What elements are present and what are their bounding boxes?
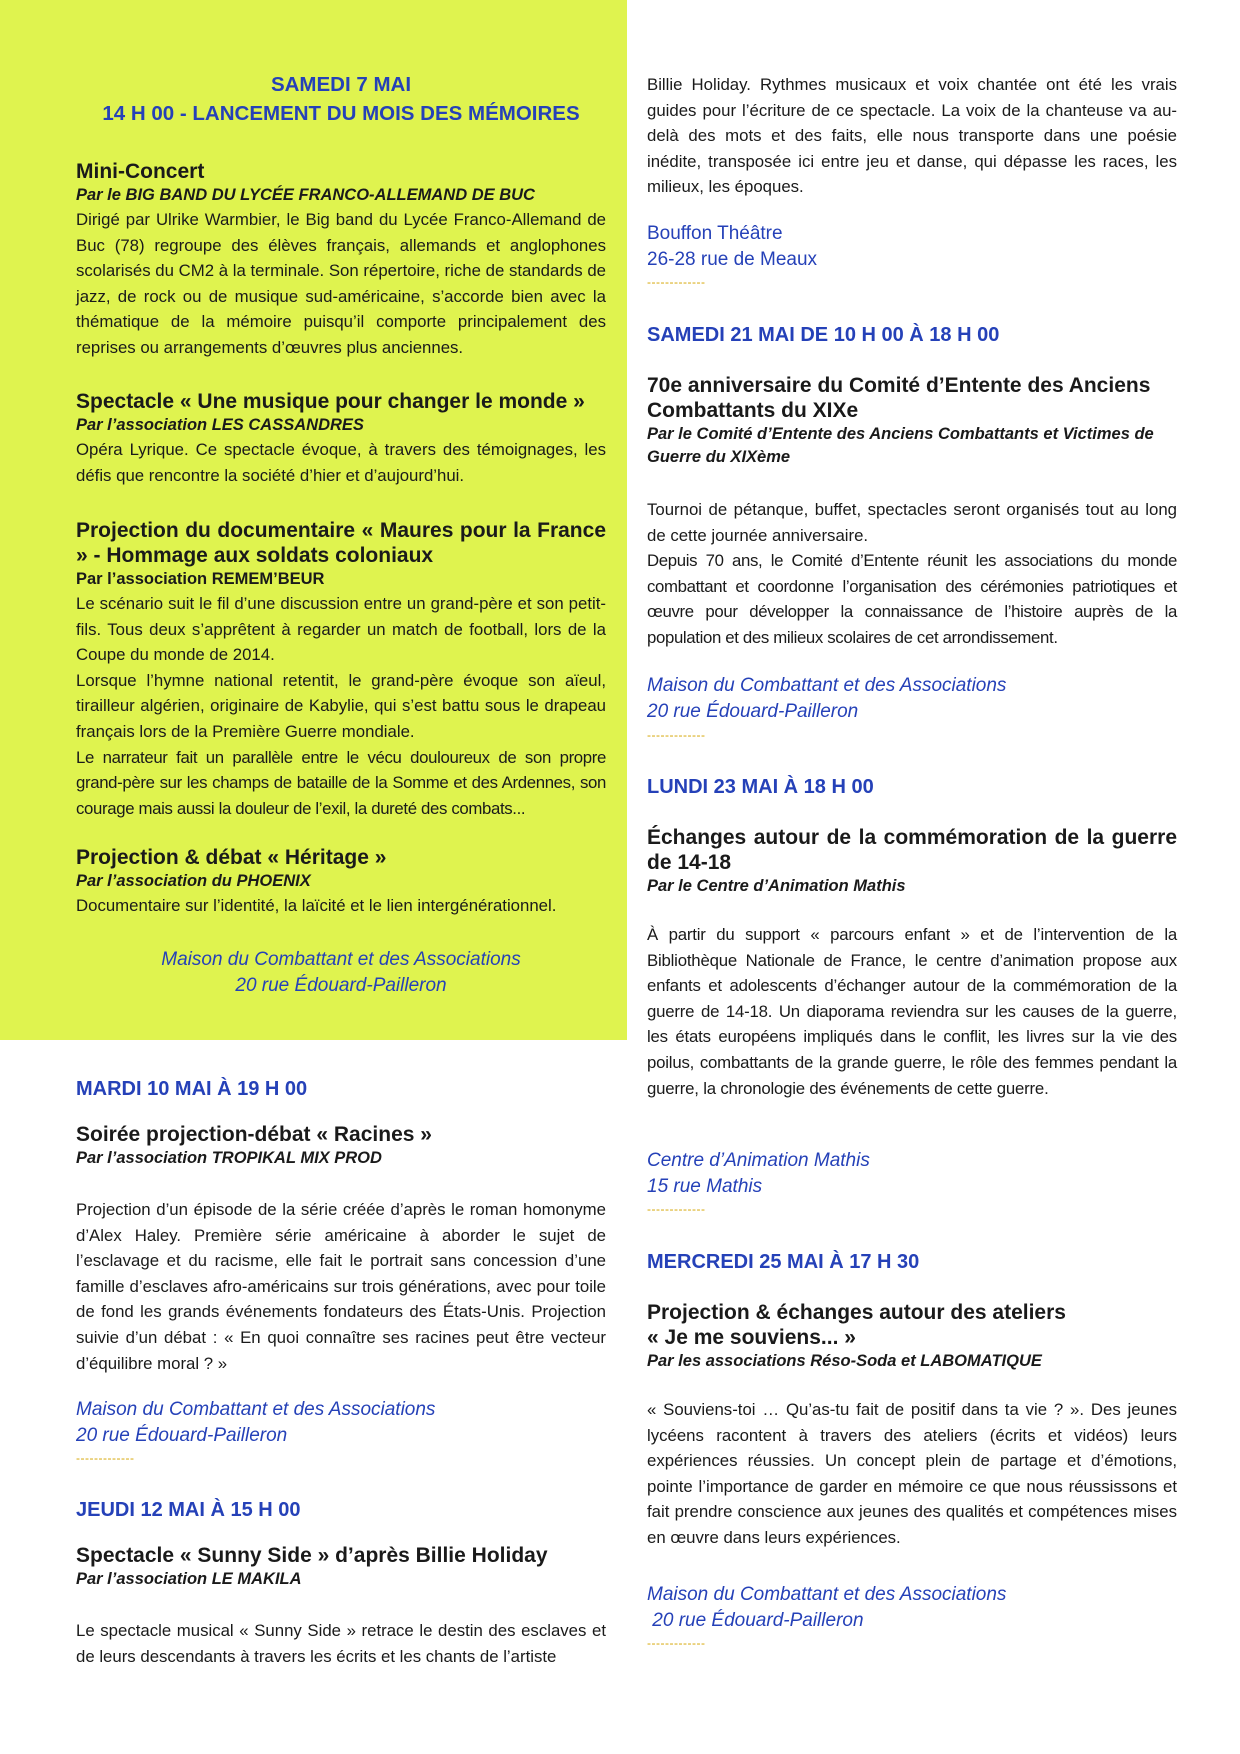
- event-description: Dirigé par Ulrike Warmbier, le Big band du Lycée Franco-Allemand de Buc (78) regroupe des élèves français, allemands et anglophones scolarisés du CM2 à la terminale. Son répertoire, riche de standards de jazz, de rock ou de musique sud-américaine, s’accorde bien avec la thématique de la mémoire puisqu’il comporte principalement des reprises ou arrangements d’œuvres plus anciennes.: [76, 210, 606, 357]
- event-description-block: [76, 1197, 606, 1376]
- venue-block: [76, 947, 606, 998]
- event-description: Documentaire sur l’identité, la laïcité et le lien intergénérationnel.: [76, 896, 557, 915]
- separator: -------------: [647, 1636, 706, 1650]
- venue-address: 26-28 rue de Meaux: [647, 248, 818, 270]
- event-spectacle: [76, 389, 606, 488]
- event-organizer: Par l’association LE MAKILA: [76, 1570, 302, 1588]
- event-mini-concert: [76, 159, 606, 361]
- event-title: Projection & débat « Héritage »: [76, 846, 387, 869]
- event-organizer: Par l’association REMEM’BEUR: [76, 570, 325, 588]
- venue-block: [647, 1148, 1177, 1199]
- event-date: JEUDI 12 MAI À 15 H 00: [76, 1499, 301, 1521]
- separator: -------------: [647, 275, 706, 289]
- event-title: Spectacle « Sunny Side » d’après Billie Holiday: [76, 1544, 548, 1567]
- event-title: Mini-Concert: [76, 160, 205, 183]
- venue-address: 20 rue Édouard-Pailleron: [647, 700, 859, 722]
- event-description-block: [647, 922, 1177, 1101]
- event-heritage: [76, 845, 606, 919]
- event-description-block: [647, 497, 1177, 651]
- event-description: Billie Holiday. Rythmes musicaux et voix chantée ont été les vrais guides pour l’écriture de ce spectacle. La voix de la chanteuse va au-delà des mots et des faits, elle nous transporte dans une poésie inédite, transposée ici entre jeu et danse, qui dépasse les races, les milieux, les époques.: [647, 75, 1177, 197]
- venue-name: Maison du Combattant et des Associations: [647, 675, 1007, 696]
- event-jeudi: [76, 1496, 606, 1524]
- event-title: 70e anniversaire du Comité d’Entente des Anciens Combattants du XIXe: [647, 374, 1151, 422]
- event-date: MARDI 10 MAI À 19 H 00: [76, 1078, 308, 1100]
- venue-name: Bouffon Théâtre: [647, 223, 783, 244]
- venue-name: Maison du Combattant et des Associations: [76, 1399, 436, 1420]
- event-organizer: Par les associations Réso-Soda et LABOMATIQUE: [647, 1352, 1042, 1370]
- venue-address: 20 rue Édouard-Pailleron: [76, 1424, 288, 1446]
- venue-block: [647, 1582, 1177, 1633]
- event-title: Projection & échanges autour des ateliers: [647, 1301, 1066, 1324]
- event-description-block: [647, 72, 1177, 200]
- event-organizer: Par le BIG BAND DU LYCÉE FRANCO-ALLEMAND DE BUC: [76, 186, 535, 204]
- venue-name: Maison du Combattant et des Associations: [647, 1584, 1007, 1605]
- event-description: « Souviens-toi … Qu’as-tu fait de positif dans ta vie ? ». Des jeunes lycéens racontent à travers des ateliers (écrits et vidéos) leurs expériences réussies. Un concept plein de partage et d’émotions, pointe l’importance de garder en mémoire ce que nous réussissons et fait prendre conscience aux jeunes des qualités et compétences mises en œuvre dans leurs expériences.: [647, 1400, 1177, 1547]
- event-description: Depuis 70 ans, le Comité d’Entente réunit les associations du monde combattant et coordonne l’organisation des cérémonies patriotiques et œuvre pour développer la connaissance de l’histoire auprès de la population et des milieux scolaires de cet arrondissement.: [647, 551, 1177, 647]
- event-organizer: Par l’association LES CASSANDRES: [76, 416, 364, 434]
- event-description: Tournoi de pétanque, buffet, spectacles seront organisés tout au long de cette journée anniversaire.: [647, 500, 1177, 545]
- opening-header: [76, 70, 606, 128]
- event-anniversaire: [647, 373, 1177, 469]
- event-description: Le spectacle musical « Sunny Side » retrace le destin des esclaves et de leurs descendants à travers les écrits et les chants de l’artiste: [76, 1621, 606, 1666]
- event-organizer: Par l’association TROPIKAL MIX PROD: [76, 1149, 382, 1167]
- event-lundi: [647, 773, 1177, 801]
- venue-address: 20 rue Édouard-Pailleron: [647, 1609, 864, 1631]
- event-date: SAMEDI 21 MAI DE 10 H 00 À 18 H 00: [647, 324, 1000, 346]
- event-title: Soirée projection-débat « Racines »: [76, 1123, 432, 1146]
- event-title: « Je me souviens... »: [647, 1326, 856, 1349]
- event-description: À partir du support « parcours enfant » et de l’intervention de la Bibliothèque Nationale de France, le centre d’animation propose aux enfants et adolescents d’échanger autour de la commémoration de la guerre de 14-18. Un diaporama reviendra sur les causes de la guerre, les états européens impliqués dans le conflit, les livres sur la vie des poilus, combattants de la grande guerre, le rôle des femmes pendant la guerre, la chronologie des événements de cette guerre.: [647, 925, 1177, 1098]
- event-projection-documentaire: [76, 518, 606, 821]
- event-description: Lorsque l’hymne national retentit, le grand-père évoque son aïeul, tirailleur algérien, originaire de Kabylie, qui s’est battu sous le drapeau français lors de la Première Guerre mondiale.: [76, 670, 606, 741]
- separator: -------------: [647, 1202, 706, 1216]
- venue-block: [76, 1397, 606, 1448]
- event-organizer: Par le Comité d’Entente des Anciens Combattants et Victimes de Guerre du XIXème: [647, 425, 1154, 466]
- event-description-block: [647, 1397, 1177, 1551]
- event-racines: [76, 1122, 606, 1170]
- event-mercredi: [647, 1248, 1177, 1276]
- venue-block: [647, 673, 1177, 724]
- event-description-block: [76, 1618, 606, 1669]
- event-je-me-souviens: [647, 1300, 1177, 1373]
- event-description: Le narrateur fait un parallèle entre le vécu douloureux de son propre grand-père sur les champs de bataille de la Somme et des Ardennes, son courage mais aussi la douleur de l’exil, la dureté des combats...: [76, 747, 606, 818]
- venue-name: Centre d’Animation Mathis: [647, 1150, 870, 1171]
- event-samedi21: [647, 321, 1177, 349]
- event-description: Projection d’un épisode de la série créée d’après le roman homonyme d’Alex Haley. Première série américaine à aborder le sujet de l’esclavage et du racisme, elle fait le portrait sans concession d’une famille d’esclaves afro-américains sur trois générations, avec pour toile de fond les grands événements fondateurs des États-Unis. Projection suivie d’un débat : « En quoi connaître ses racines peut être vecteur d’équilibre moral ? »: [76, 1200, 606, 1373]
- venue-address: 20 rue Édouard-Pailleron: [235, 974, 447, 996]
- event-organizer: Par le Centre d’Animation Mathis: [647, 877, 906, 895]
- event-sunny-side: [76, 1543, 606, 1591]
- venue-block: [647, 221, 1177, 272]
- event-organizer: Par l’association du PHOENIX: [76, 872, 311, 890]
- event-title: Projection du documentaire « Maures pour la France » - Hommage aux soldats coloniaux: [76, 519, 606, 567]
- opening-title: 14 H 00 - LANCEMENT DU MOIS DES MÉMOIRES: [102, 102, 580, 125]
- event-title: Spectacle « Une musique pour changer le monde »: [76, 390, 585, 413]
- separator: -------------: [647, 728, 706, 742]
- venue-name: Maison du Combattant et des Associations: [161, 949, 521, 970]
- event-description: Opéra Lyrique. Ce spectacle évoque, à travers des témoignages, les défis que rencontre la société d’hier et d’aujourd’hui.: [76, 440, 606, 485]
- event-date: LUNDI 23 MAI À 18 H 00: [647, 776, 874, 798]
- event-description: Le scénario suit le fil d’une discussion entre un grand-père et son petit-fils. Tous deux s’apprêtent à regarder un match de football, lors de la Coupe du monde de 2014.: [76, 594, 606, 665]
- venue-address: 15 rue Mathis: [647, 1175, 763, 1197]
- event-echanges: [647, 825, 1177, 898]
- opening-date: SAMEDI 7 MAI: [270, 73, 412, 96]
- separator: -------------: [76, 1451, 135, 1465]
- event-date: MERCREDI 25 MAI À 17 H 30: [647, 1251, 920, 1273]
- event-title: Échanges autour de la commémoration de la guerre de 14-18: [647, 826, 1177, 874]
- event-mardi: [76, 1075, 606, 1103]
